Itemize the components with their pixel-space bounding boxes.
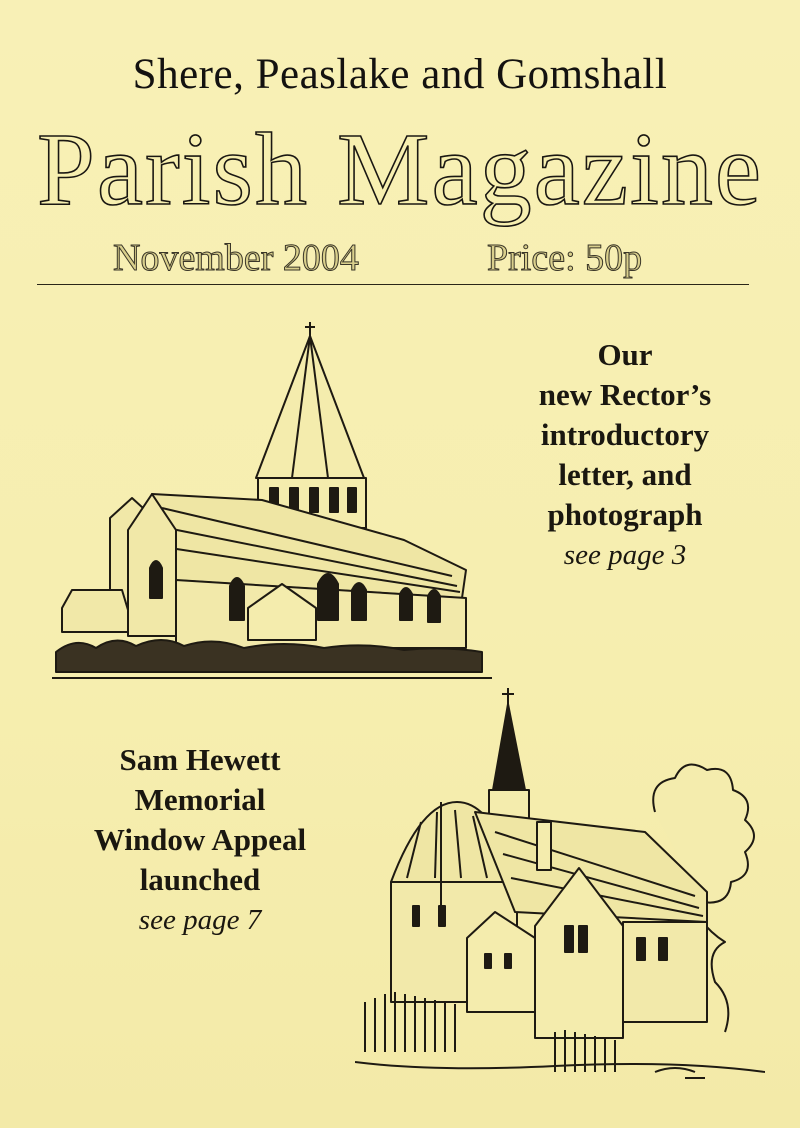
rector-feature — [510, 335, 740, 575]
window-appeal-line: Window Appeal — [93, 822, 307, 857]
window-appeal-line: Sam Hewett — [119, 742, 281, 777]
rector-line: letter, and — [558, 457, 692, 492]
chapel-drawing-icon — [355, 682, 765, 1087]
window-appeal-line: launched — [139, 862, 261, 897]
rector-line: photograph — [547, 497, 703, 532]
rector-page-ref: see page 3 — [563, 539, 687, 571]
window-appeal-feature — [70, 740, 330, 940]
window-appeal-line: Memorial — [134, 782, 266, 817]
issue-date: November 2004 — [113, 237, 359, 279]
issue-line — [0, 236, 800, 279]
rector-line: Our — [597, 337, 653, 372]
magazine-title: Parish Magazine — [36, 112, 763, 227]
rector-line: new Rector’s — [538, 377, 712, 412]
issue-price: Price: 50p — [487, 237, 643, 279]
church-drawing-icon — [52, 318, 492, 690]
parishes-heading: Shere, Peaslake and Gomshall — [132, 51, 668, 98]
window-appeal-page-ref: see page 7 — [138, 904, 262, 936]
rector-line: introductory — [540, 417, 710, 452]
header-divider — [37, 284, 749, 285]
